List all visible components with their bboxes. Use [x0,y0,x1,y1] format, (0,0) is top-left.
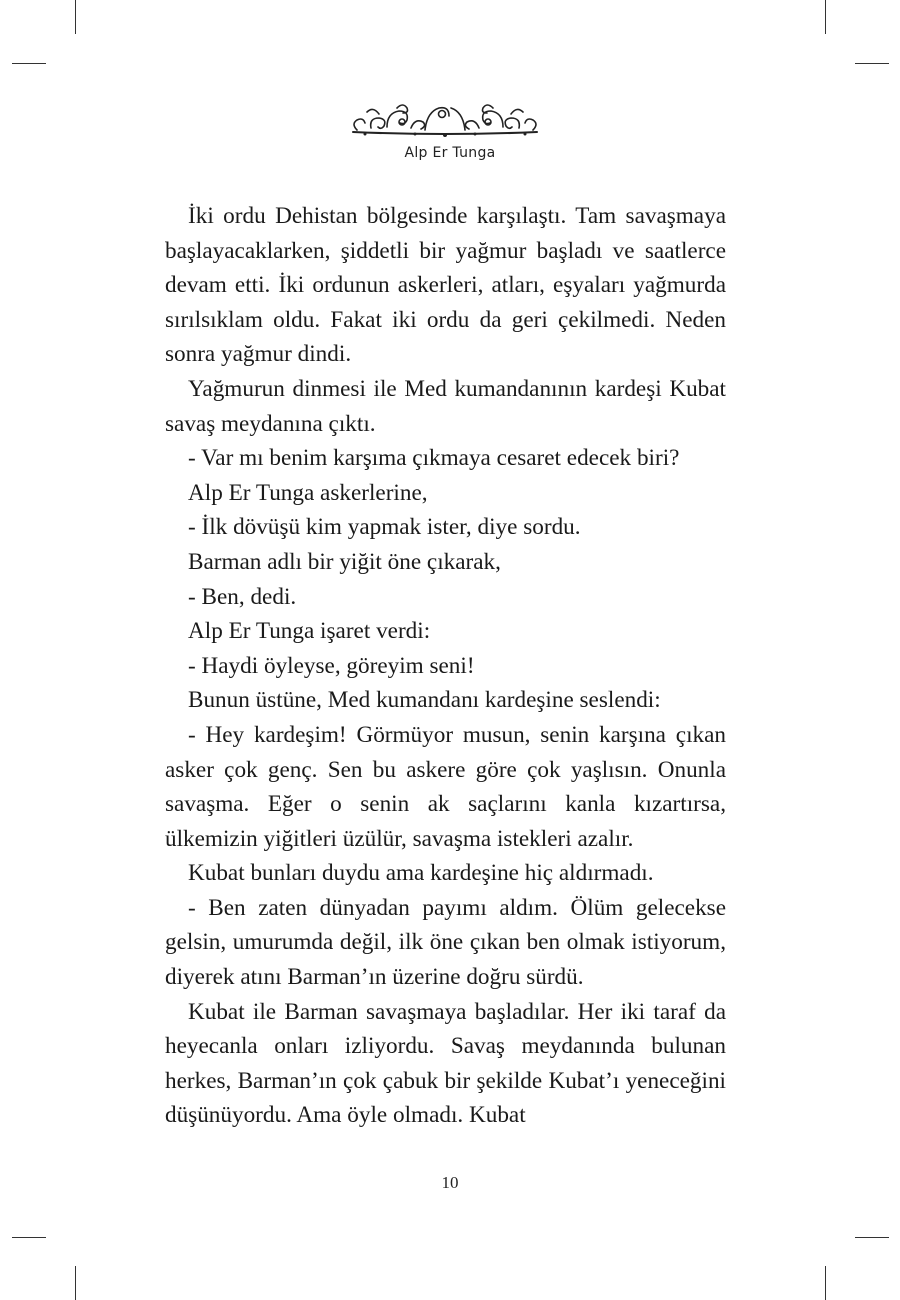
paragraph: - Hey kardeşim! Görmüyor musun, senin karşına çıkan asker çok genç. Sen bu askere göre çok yaşlısın. Onunla savaşma. Eğer o senin ak saçlarını kanla kızartırsa, ülkemizin yiğitleri üzülür, savaşma istekleri azalır. [165,721,726,852]
paragraph: Alp Er Tunga işaret verdi: [188,618,431,645]
paragraph: Alp Er Tunga askerlerine, [188,479,428,506]
paragraph: Kubat ile Barman savaşmaya başladılar. Her iki taraf da heyecanla onları izliyordu. Savaş meydanında bulunan herkes, Barman’ın çok çabuk bir şekilde Kubat’ı yeneceğini düşünüyordu. Ama öyle olmadı. Kubat [165,998,726,1129]
crop-mark-left-bottom [12,1237,46,1238]
paragraph: - İlk dövüşü kim yapmak ister, diye sordu. [188,514,581,541]
paragraph: Kubat bunları duydu ama kardeşine hiç aldırmadı. [188,860,654,887]
crop-mark-right-bottom [855,1237,889,1238]
crop-mark-bottom-left [75,1266,76,1300]
crop-mark-top-right [825,0,826,34]
floral-scroll-ornament-icon [345,100,545,142]
paragraph: Yağmurun dinmesi ile Med kumandanının kardeşi Kubat savaş meydanına çıktı. [165,375,726,437]
paragraph: İki ordu Dehistan bölgesinde karşılaştı. Tam savaşmaya başlayacaklarken, şiddetli bir yağmur başladı ve saatlerce devam etti. İki ordunun askerleri, atları, eşyaları yağmurda sırılsıklam oldu. Fakat iki ordu da geri çekilmedi. Neden sonra yağmur dindi. [165,203,726,368]
paragraph: - Ben, dedi. [188,583,297,610]
crop-mark-bottom-right [825,1266,826,1300]
crop-mark-right-top [855,63,889,64]
paragraph: - Var mı benim karşıma çıkmaya cesaret edecek biri? [188,445,680,472]
crop-mark-top-left [75,0,76,34]
paragraph: - Haydi öyleyse, göreyim seni! [188,652,475,679]
paragraph: Barman adlı bir yiğit öne çıkarak, [188,548,501,575]
paragraph: - Ben zaten dünyadan payımı aldım. Ölüm gelecekse gelsin, umurumda değil, ilk öne çıkan ben olmak istiyorum, diyerek atını Barman’ın üzerine doğru sürdü. [165,894,726,991]
running-head: Alp Er Tunga [404,145,496,161]
crop-mark-left-top [12,63,46,64]
page-number: 10 [441,1173,459,1192]
paragraph: Bunun üstüne, Med kumandanı kardeşine seslendi: [188,687,661,714]
body-text [165,199,726,1133]
